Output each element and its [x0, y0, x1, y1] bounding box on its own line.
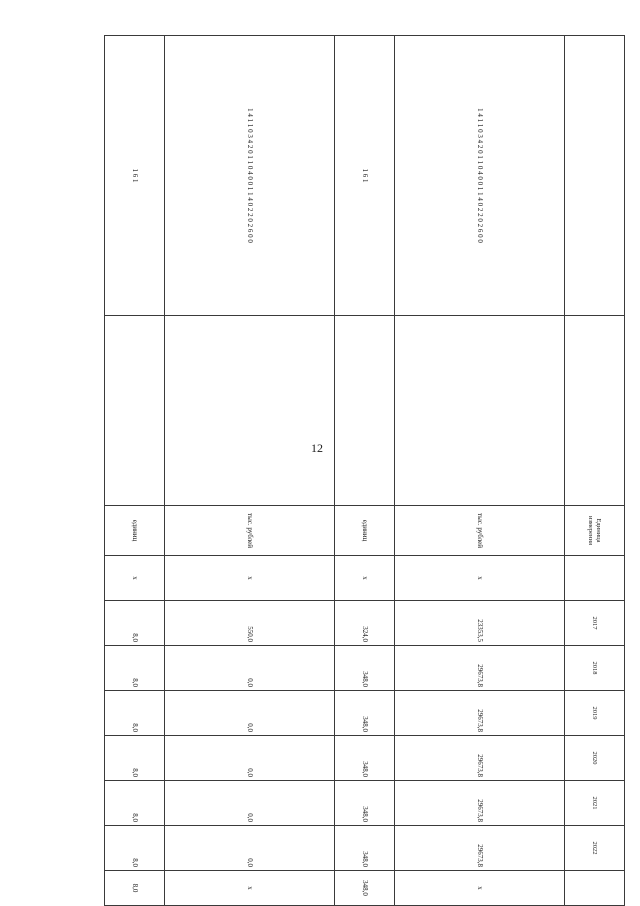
units-cell: единиц: [105, 506, 165, 556]
table-row: [335, 36, 395, 906]
base-cell: x: [395, 556, 565, 601]
value-cell: 0,0: [165, 736, 335, 781]
value-cell: 348,0: [335, 781, 395, 826]
value-cell: 348,0: [335, 826, 395, 871]
classification-codes: 1 4 1 1 0 3 4 2 0 1 1 0 4 0 0 1 1 4 0 2 2 0 2 6 0 0: [475, 108, 484, 243]
table-header-row: [565, 36, 625, 906]
units-header: Единица измерения: [565, 506, 625, 556]
target-cell: 8,0: [105, 871, 165, 906]
year-header: 2018: [565, 646, 625, 691]
year-header: 2017: [565, 601, 625, 646]
year-header: 2019: [565, 691, 625, 736]
units-cell: тыс. рублей: [395, 506, 565, 556]
base-cell: x: [335, 556, 395, 601]
value-cell: 29673,8: [395, 736, 565, 781]
value-cell: 348,0: [335, 691, 395, 736]
value-cell: 8,0: [105, 601, 165, 646]
value-cell: 23353,5: [395, 601, 565, 646]
description-cell: [165, 316, 335, 506]
description-header: [565, 316, 625, 506]
table-row: [165, 36, 335, 906]
year-header: 2021: [565, 781, 625, 826]
budget-table: [104, 35, 625, 906]
value-cell: 8,0: [105, 781, 165, 826]
table-row: [105, 36, 165, 906]
target-cell: x: [165, 871, 335, 906]
codes-header: [565, 36, 625, 316]
value-cell: 0,0: [165, 691, 335, 736]
units-cell: тыс. рублей: [165, 506, 335, 556]
value-cell: 29673,8: [395, 781, 565, 826]
value-cell: 0,0: [165, 781, 335, 826]
value-cell: 8,0: [105, 736, 165, 781]
target-header: [565, 871, 625, 906]
description-cell: [105, 316, 165, 506]
value-cell: 0,0: [165, 646, 335, 691]
description-cell: [335, 316, 395, 506]
target-cell: 348,0: [335, 871, 395, 906]
classification-codes: 1 4 1 1 0 3 4 2 0 1 1 0 4 0 0 1 1 4 0 2 2 0 2 6 0 0: [245, 108, 254, 243]
value-cell: 29673,8: [395, 646, 565, 691]
units-cell: единиц: [335, 506, 395, 556]
table-row: [395, 36, 565, 906]
description-cell: [395, 316, 565, 506]
value-cell: 348,0: [335, 646, 395, 691]
base-cell: x: [165, 556, 335, 601]
base-value-header: [565, 556, 625, 601]
value-cell: 8,0: [105, 826, 165, 871]
year-header: 2022: [565, 826, 625, 871]
classification-codes: 1 6 1: [360, 168, 369, 183]
value-cell: 29673,8: [395, 691, 565, 736]
base-cell: x: [105, 556, 165, 601]
target-cell: x: [395, 871, 565, 906]
codes-cell: [105, 36, 165, 316]
value-cell: 348,0: [335, 736, 395, 781]
classification-codes: 1 6 1: [130, 168, 139, 183]
codes-cell: [335, 36, 395, 316]
rotated-table-container: [25, 35, 625, 905]
value-cell: 29673,8: [395, 826, 565, 871]
codes-cell: [165, 36, 335, 316]
year-header: 2020: [565, 736, 625, 781]
value-cell: 550,0: [165, 601, 335, 646]
value-cell: 0,0: [165, 826, 335, 871]
value-cell: 324,0: [335, 601, 395, 646]
page-number: 12: [311, 441, 323, 455]
value-cell: 8,0: [105, 646, 165, 691]
value-cell: 8,0: [105, 691, 165, 736]
codes-cell: [395, 36, 565, 316]
